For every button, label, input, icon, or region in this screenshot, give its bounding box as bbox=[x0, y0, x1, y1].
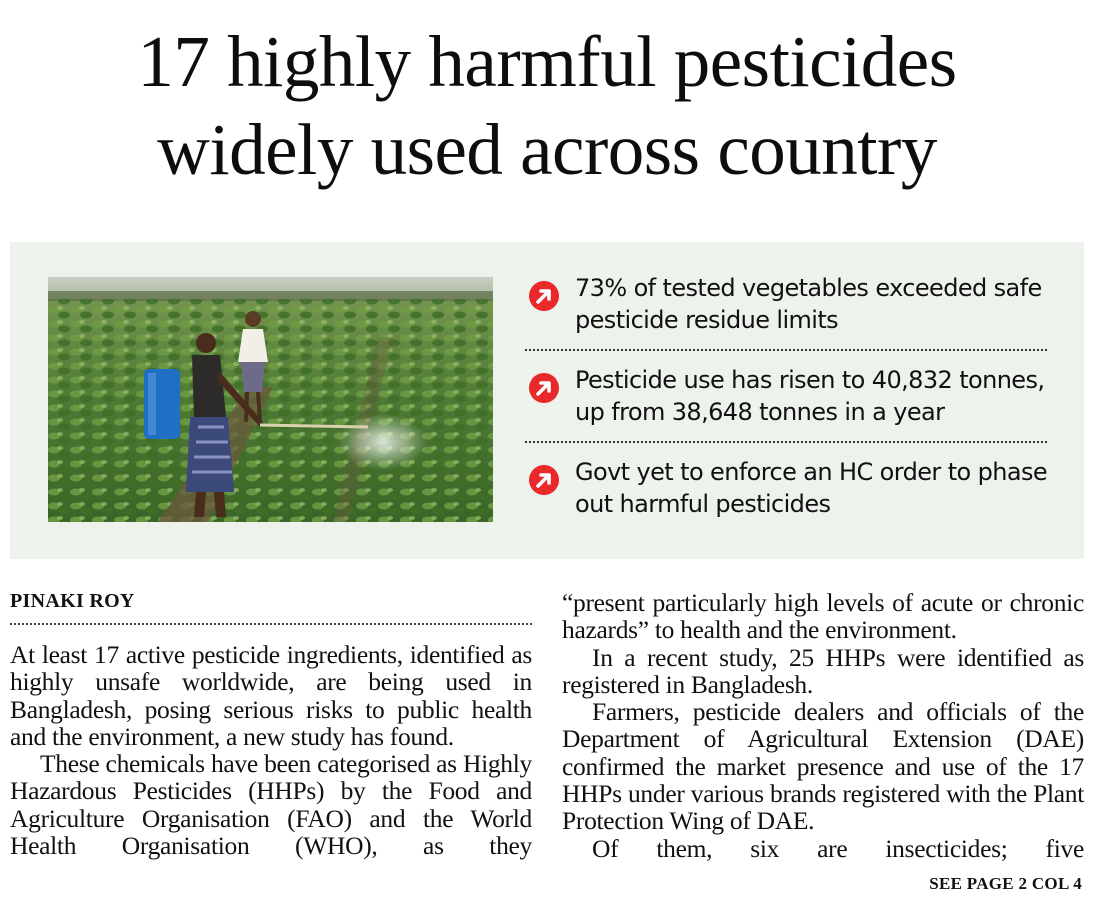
arrow-up-right-icon bbox=[528, 280, 560, 312]
highlight-text: Pesticide use has risen to 40,832 tonnes, up from 38,648 tonnes in a year bbox=[575, 366, 1045, 426]
headline bbox=[8, 18, 1086, 194]
article-paragraph: Of them, six are insecticides; five bbox=[592, 833, 1084, 863]
article-paragraph: At least 17 active pesticide ingredients, identified as highly unsafe worldwide, are being used in Bangladesh, posing serious risks to public health and the environment, a new study has found. bbox=[10, 640, 532, 751]
jump-reference[interactable]: SEE PAGE 2 COL 4 bbox=[929, 874, 1082, 893]
photo-farmers-spraying bbox=[48, 277, 493, 522]
highlights-list bbox=[525, 272, 1050, 520]
article-paragraph: “present particularly high levels of acute or chronic hazards” to health and the environment. bbox=[562, 588, 1084, 645]
photo-illustration bbox=[48, 277, 493, 522]
arrow-up-right-icon bbox=[528, 372, 560, 404]
highlight-item bbox=[525, 456, 1050, 520]
highlight-item bbox=[525, 364, 1050, 428]
article-column-right bbox=[562, 589, 1084, 862]
byline-divider bbox=[10, 623, 532, 625]
highlight-text: 73% of tested vegetables exceeded safe pesticide residue limits bbox=[575, 274, 1042, 334]
article-column-left bbox=[10, 641, 532, 859]
highlight-item bbox=[525, 272, 1050, 336]
highlight-text: Govt yet to enforce an HC order to phase out harmful pesticides bbox=[575, 458, 1048, 518]
headline-line-2: widely used across country bbox=[157, 109, 937, 190]
article-paragraph: Farmers, pesticide dealers and officials of the Department of Agricultural Extension (DAE) confirmed the market presence and use of the 17 HHPs under various brands registered with the Plant Protection Wing of DAE. bbox=[562, 697, 1084, 836]
highlights-panel bbox=[10, 242, 1084, 559]
article-paragraph: In a recent study, 25 HHPs were identified as registered in Bangladesh. bbox=[562, 642, 1084, 699]
byline: PINAKI ROY bbox=[10, 590, 135, 612]
dotted-divider bbox=[525, 349, 1047, 351]
arrow-up-right-icon bbox=[528, 464, 560, 496]
article-paragraph: These chemicals have been categorised as Highly Hazardous Pesticides (HHPs) by the Food and Agriculture Organisation (FAO) and the World Health Organisation (WHO), as they bbox=[10, 749, 532, 861]
dotted-divider bbox=[525, 441, 1047, 443]
headline-line-1: 17 highly harmful pesticides bbox=[137, 21, 957, 102]
